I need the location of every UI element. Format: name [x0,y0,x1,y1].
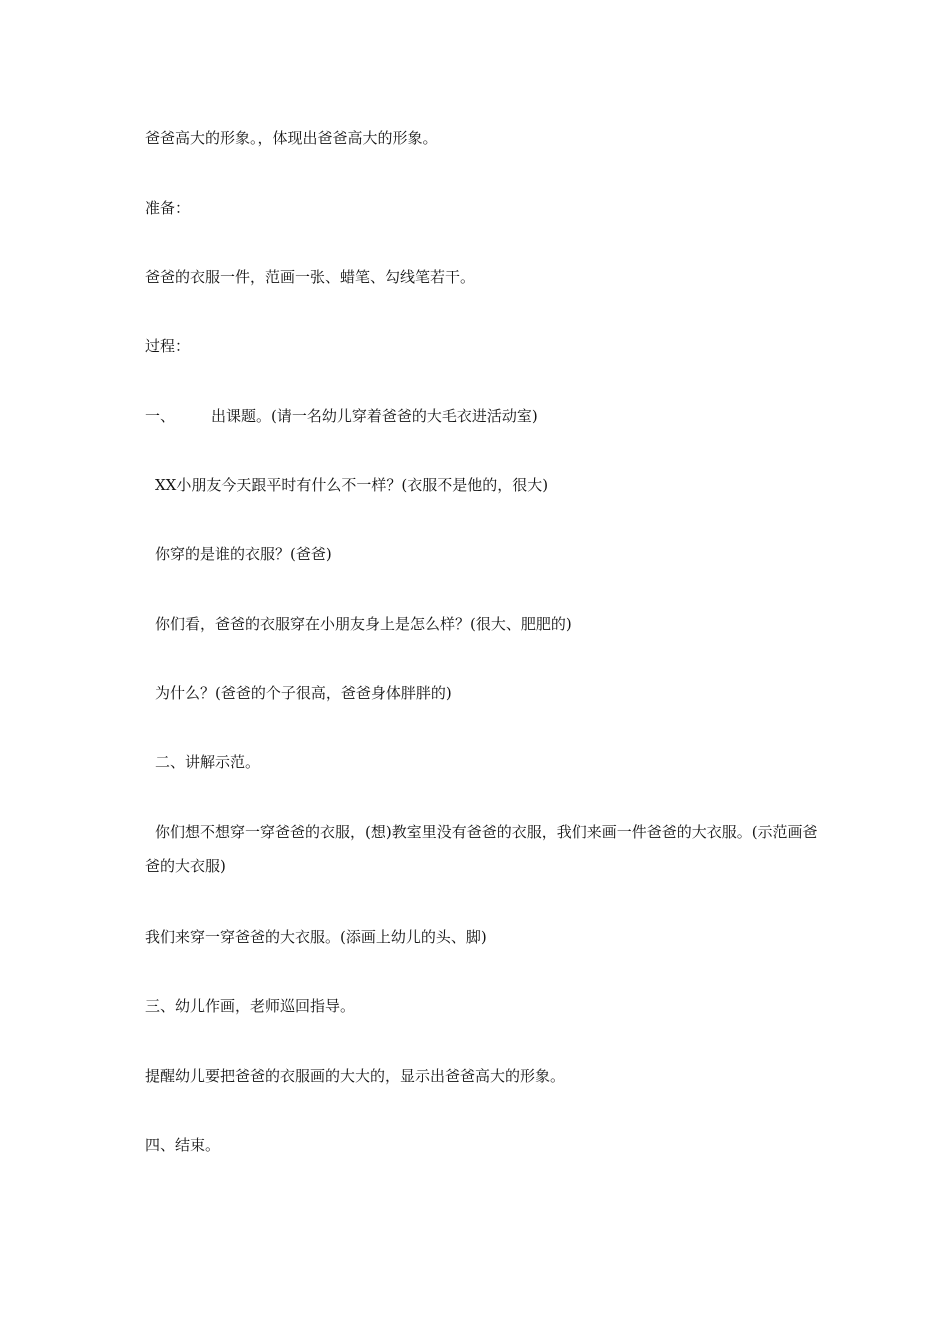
step-one [145,404,538,428]
question-4: 为什么？(爸爸的个子很高，爸爸身体胖胖的) [155,684,452,702]
paragraph-materials: 爸爸的衣服一件，范画一张、蜡笔、勾线笔若干。 [145,268,476,286]
question-2: 你穿的是谁的衣服？(爸爸) [155,545,332,563]
step-two: 二、讲解示范。 [155,753,261,771]
question-1: XX小朋友今天跟平时有什么不一样？(衣服不是他的，很大) [155,476,549,494]
paragraph-try-on: 我们来穿一穿爸爸的大衣服。(添画上幼儿的头、脚) [145,928,487,946]
paragraph-demonstration: 你们想不想穿一穿爸爸的衣服，(想)教室里没有爸爸的衣服，我们来画一件爸爸的大衣服。(示范画爸爸的大衣服) [145,823,818,875]
question-3: 你们看，爸爸的衣服穿在小朋友身上是怎么样？(很大、肥肥的) [155,615,572,633]
step-one-number: 一、 [145,407,176,425]
paragraph-reminder: 提醒幼儿要把爸爸的衣服画的大大的，显示出爸爸高大的形象。 [145,1067,566,1085]
step-four: 四、结束。 [145,1136,221,1154]
step-one-text: 出课题。(请一名幼儿穿着爸爸的大毛衣进活动室) [211,407,538,425]
step-three: 三、幼儿作画，老师巡回指导。 [145,997,356,1015]
heading-preparation: 准备： [145,199,191,217]
heading-process: 过程： [145,337,191,355]
paragraph-intro: 爸爸高大的形象。，体现出爸爸高大的形象。 [145,129,438,147]
